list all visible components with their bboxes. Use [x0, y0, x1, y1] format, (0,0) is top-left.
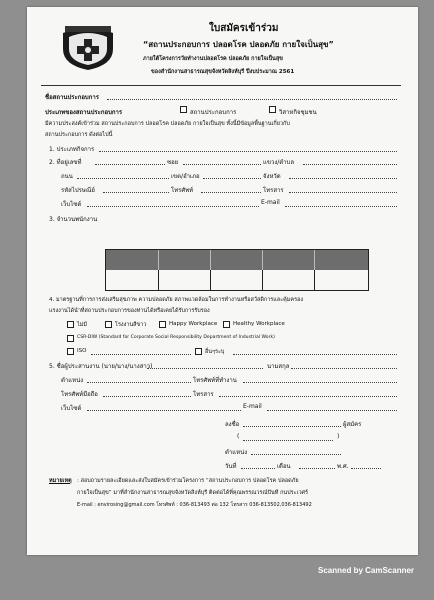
- employee-count-table: [105, 249, 369, 291]
- email-label: E-mail: [261, 199, 280, 206]
- intent-line-2: สถานประกอบการ ดังต่อไปนี้: [45, 132, 113, 138]
- std-healthy-workplace-label: Healthy Workplace: [233, 321, 285, 327]
- employee-table-header: [106, 250, 368, 270]
- month-field[interactable]: [299, 468, 335, 469]
- signer-position-field[interactable]: [251, 454, 341, 455]
- address-label: 2. ที่อยู่เลขที่: [49, 159, 82, 166]
- std-happy-workplace-label: Happy Workplace: [169, 321, 218, 327]
- applicant-label: ผู้สมัคร: [343, 421, 362, 428]
- website-label: เว็บไซต์: [61, 201, 82, 208]
- district-label: เขต/อำเภอ: [171, 173, 200, 180]
- signature-label: ลงชื่อ: [225, 421, 240, 428]
- road-label: ถนน: [61, 173, 73, 180]
- coordinator-website-field[interactable]: [87, 410, 241, 411]
- soi-field[interactable]: [183, 164, 261, 165]
- note-line-2: กายใจเป็นสุข” มาที่สำนักงานสาธารณสุขจังหวัดสิงห์บุรี ติดต่อได้ที่คุณพรรณวรณ์ปันที กนประเวศร์: [77, 490, 308, 496]
- coordinator-website-label: เว็บไซต์: [61, 405, 82, 412]
- subtitle-line-2: ของสำนักงานสาธารณสุขจังหวัดสิงห์บุรี ปีงบประมาณ 2561: [151, 69, 295, 75]
- std-other-label: อื่นๆระบุ: [205, 349, 225, 355]
- std-happy-workplace-checkbox[interactable]: [159, 321, 166, 328]
- postcode-field[interactable]: [103, 192, 169, 193]
- office-phone-label: โทรศัพท์ที่ทำงาน: [193, 377, 237, 384]
- signer-position-label: ตำแหน่ง: [225, 449, 248, 456]
- coordinator-surname-field[interactable]: [291, 368, 397, 369]
- year-label: พ.ศ.: [337, 463, 349, 470]
- camscanner-watermark: Scanned by CamScanner: [318, 566, 415, 575]
- coordinator-fax-field[interactable]: [219, 396, 397, 397]
- std-white-factory-checkbox[interactable]: [105, 321, 112, 328]
- coordinator-surname-label: นามสกุล: [267, 363, 290, 370]
- date-field[interactable]: [241, 468, 275, 469]
- road-field[interactable]: [77, 178, 169, 179]
- std-iso-checkbox[interactable]: [67, 348, 74, 355]
- standards-question-line-2: แรงงานได้นำที่สถานประกอบการของท่านได้หรือเคยได้รับการรับรอง: [49, 308, 210, 314]
- company-name-field[interactable]: [107, 99, 397, 100]
- date-label: วันที่: [225, 463, 237, 470]
- std-healthy-workplace-checkbox[interactable]: [223, 321, 230, 328]
- type-community-label: วิสาหกิจชุมชน: [279, 109, 317, 116]
- business-type-label: 1. ประเภทกิจการ: [49, 146, 95, 153]
- type-community-checkbox[interactable]: [269, 106, 276, 113]
- office-phone-field[interactable]: [243, 382, 397, 383]
- std-csr-diw-checkbox[interactable]: [67, 335, 74, 342]
- coordinator-position-field[interactable]: [87, 382, 191, 383]
- coordinator-email-field[interactable]: [267, 410, 397, 411]
- coordinator-name-field[interactable]: [147, 368, 263, 369]
- printed-name-field[interactable]: [243, 440, 333, 441]
- soi-label: ซอย: [167, 159, 179, 166]
- fax-label: โทรสาร: [263, 187, 284, 194]
- district-field[interactable]: [203, 178, 261, 179]
- subdistrict-label: แขวง/ตำบล: [263, 159, 295, 166]
- postcode-label: รหัสไปรษณีย์: [61, 187, 95, 194]
- std-white-factory-label: โรงงานสีขาว: [115, 322, 147, 328]
- application-form-page: [27, 7, 418, 555]
- subtitle-line-1: ภายใต้โครงการวัยทำงานปลอดโรค ปลอดภัย กายใจเป็นสุข: [143, 56, 283, 62]
- website-field[interactable]: [87, 206, 259, 207]
- std-none-label: ไม่มี: [77, 322, 88, 328]
- intent-line-1: มีความประสงค์เข้าร่วม สถานประกอบการ ปลอดโรค ปลอดภัย กายใจเป็นสุข ทั้งนี้มีข้อมูลพื้นฐานเกี่ยวกับ: [45, 121, 290, 127]
- province-field[interactable]: [289, 178, 397, 179]
- subdistrict-field[interactable]: [303, 164, 397, 165]
- mobile-field[interactable]: [103, 396, 191, 397]
- note-contact-line: E-mail : envirosing@gmail.com โทรศัพท์ : 036-813493 ต่อ 132 โทรสาร 036-813502,036-813492: [77, 502, 312, 508]
- phone-label: โทรศัพท์: [171, 187, 194, 194]
- std-other-field[interactable]: [233, 354, 397, 355]
- std-other-checkbox[interactable]: [195, 348, 202, 355]
- coordinator-fax-label: โทรสาร: [193, 391, 214, 398]
- type-enterprise-label: สถานประกอบการ: [190, 109, 237, 116]
- mobile-label: โทรศัพท์มือถือ: [61, 391, 98, 398]
- note-line-1: : สอบถามรายละเอียดและส่งใบสมัครเข้าร่วมโครงการ “สถานประกอบการ ปลอดโรค ปลอดภัย: [77, 478, 299, 484]
- printed-name-close-paren: ): [337, 433, 340, 440]
- company-name-label: ชื่อสถานประกอบการ: [45, 94, 99, 101]
- std-none-checkbox[interactable]: [67, 321, 74, 328]
- note-label: หมายเหตุ: [49, 478, 72, 484]
- fax-field[interactable]: [289, 192, 397, 193]
- header-divider: [41, 85, 401, 86]
- province-label: จังหวัด: [263, 173, 281, 180]
- company-type-label: ประเภทของสถานประกอบการ: [45, 109, 123, 116]
- std-iso-label: ISO: [77, 348, 87, 354]
- std-csr-diw-label: CSR-DIW (Standard for Corporate Social Responsibility Department of Industrial Work): [77, 335, 275, 340]
- employee-count-label: 3. จำนวนพนักงาน: [49, 216, 98, 223]
- standards-question-line-1: 4. มาตรฐานที่การการส่งเสริมสุขภาพ ความปลอดภัย สภาพแวดล้อมในการทำงานหรือสวัสดิการและคุ้มครอง: [49, 297, 304, 303]
- provincial-health-office-logo: [59, 23, 117, 71]
- type-enterprise-checkbox[interactable]: [180, 106, 187, 113]
- form-title: ใบสมัครเข้าร่วม: [209, 23, 279, 34]
- email-field[interactable]: [285, 206, 397, 207]
- coordinator-name-label: 5. ชื่อผู้ประสานงาน (นาย/นาง/นางสาว): [49, 363, 153, 370]
- coordinator-email-label: E-mail: [243, 403, 262, 410]
- coordinator-position-label: ตำแหน่ง: [61, 377, 84, 384]
- month-label: เดือน: [277, 463, 291, 470]
- address-number-field[interactable]: [95, 164, 165, 165]
- std-iso-field[interactable]: [91, 354, 191, 355]
- business-type-field[interactable]: [99, 151, 397, 152]
- signature-field[interactable]: [243, 426, 341, 427]
- project-name: “สถานประกอบการ ปลอดโรค ปลอดภัย กายใจเป็นสุข”: [143, 40, 334, 49]
- printed-name-open-paren: (: [237, 433, 240, 440]
- year-field[interactable]: [351, 468, 381, 469]
- phone-field[interactable]: [201, 192, 261, 193]
